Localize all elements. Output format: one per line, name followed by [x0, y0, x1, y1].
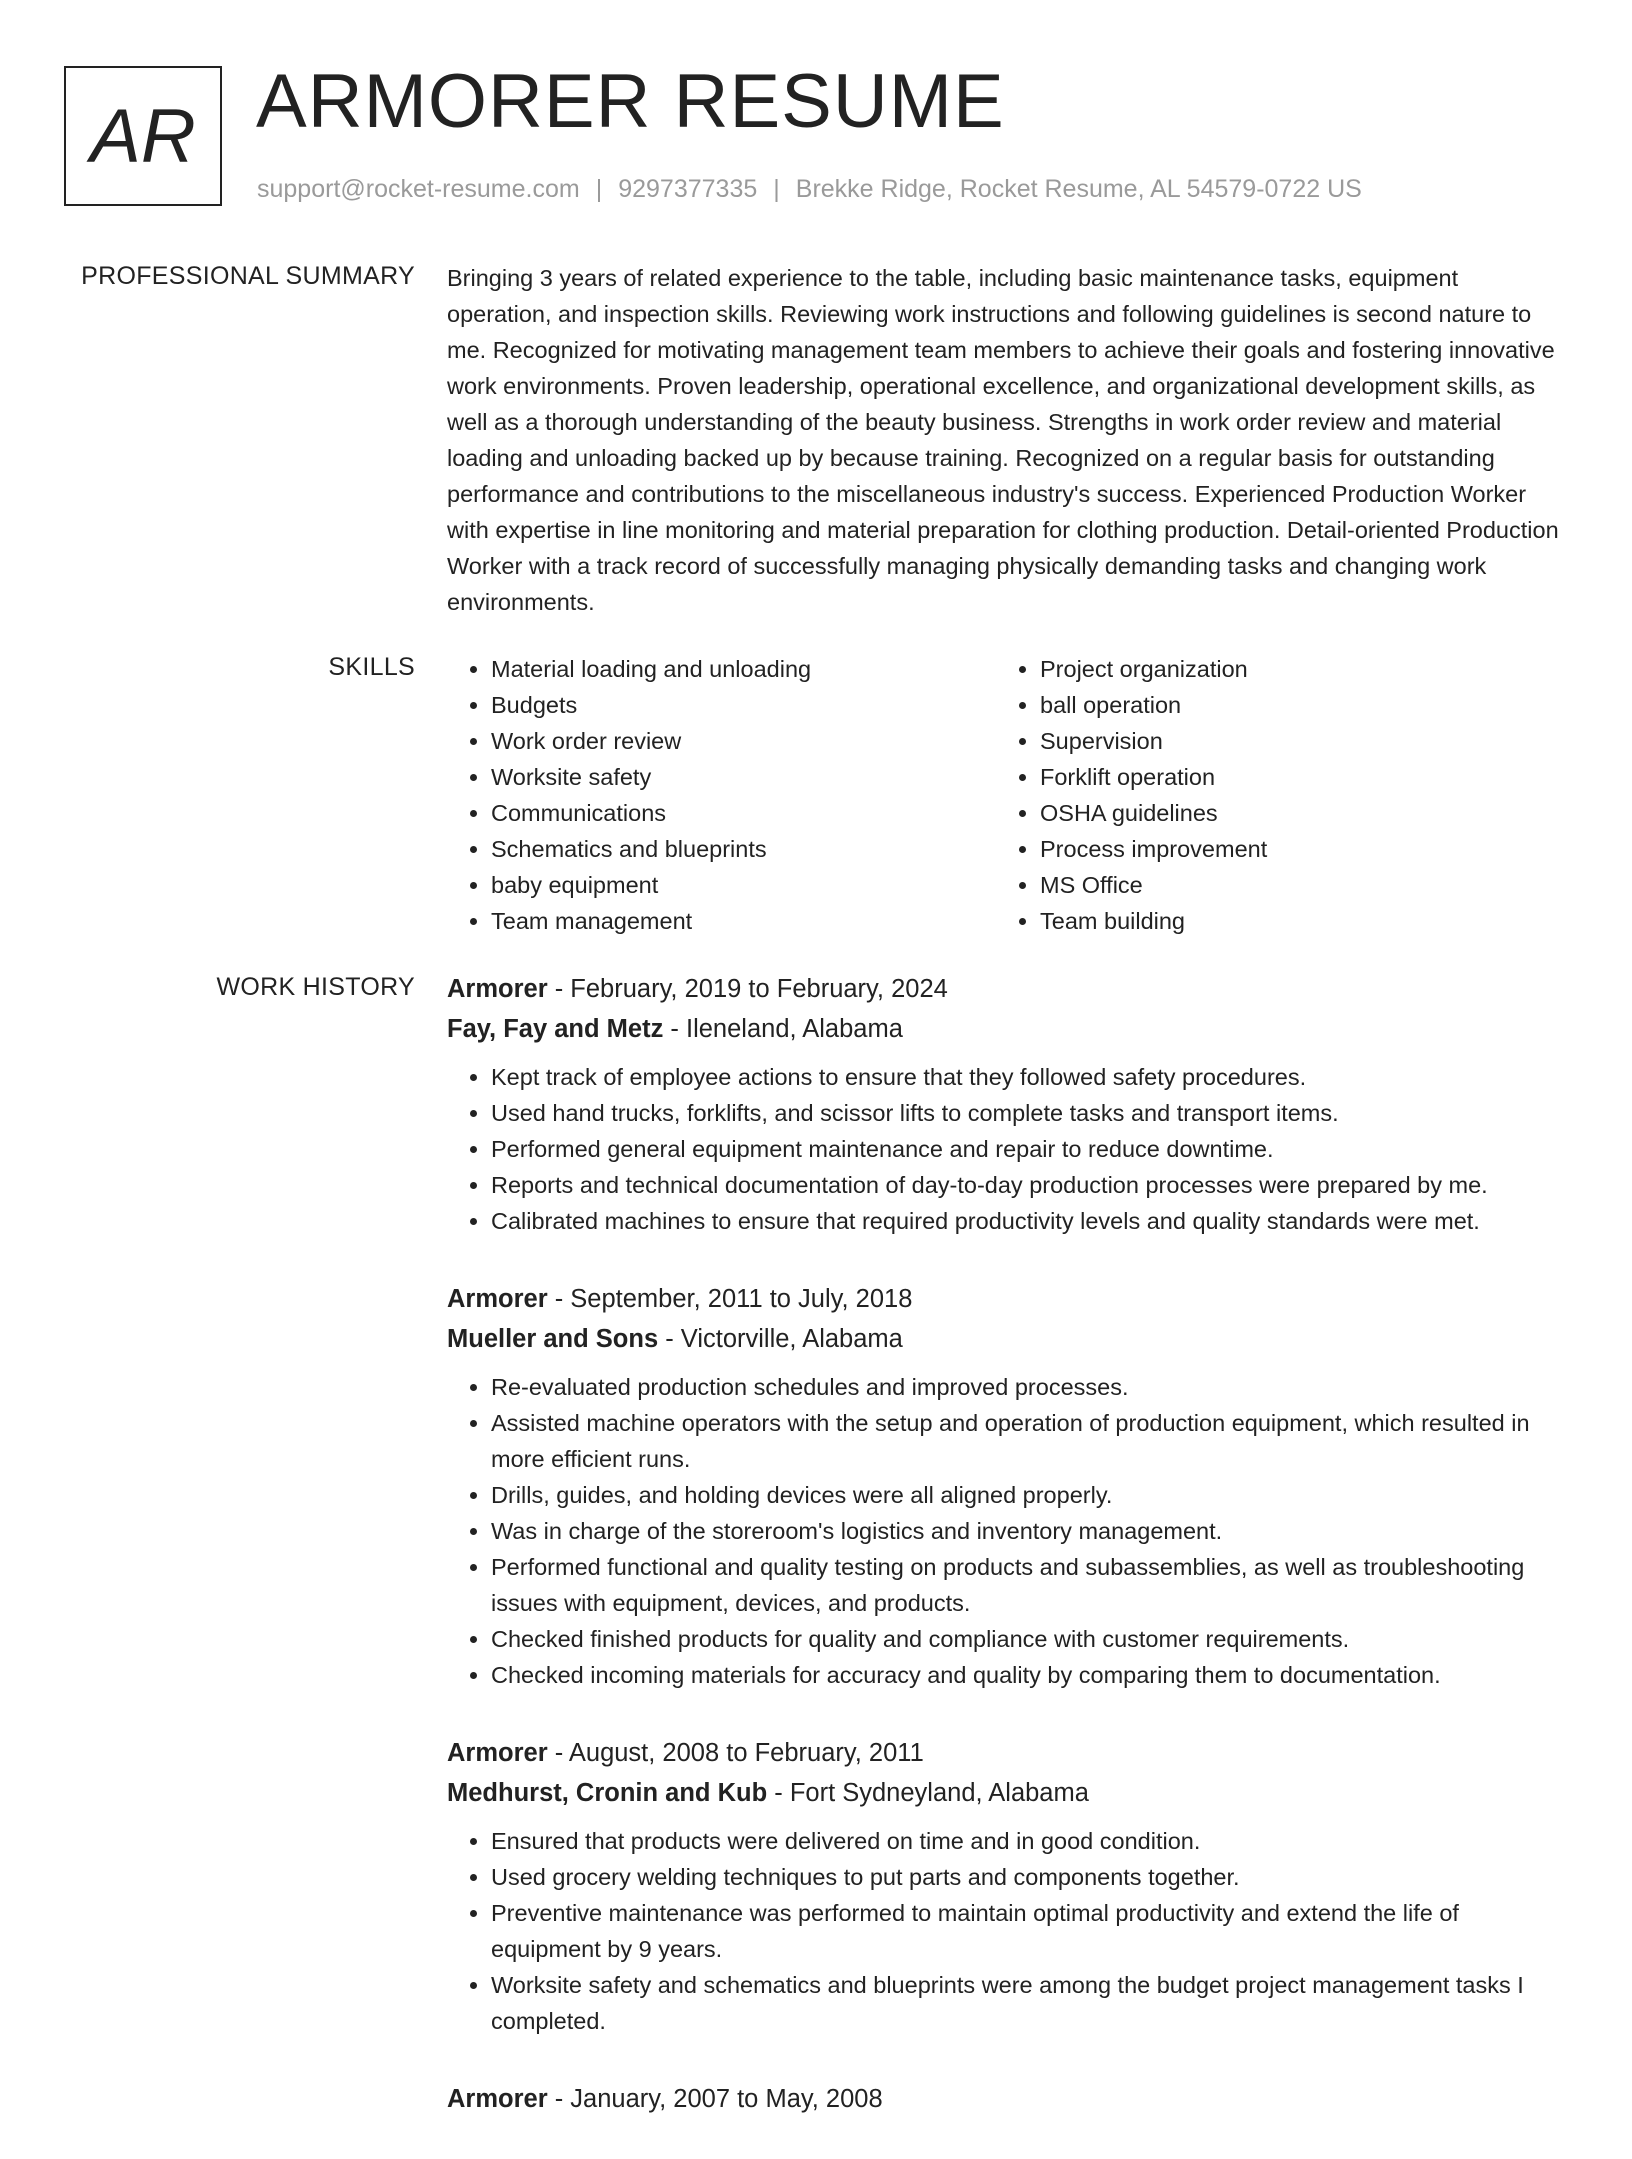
job-company: Mueller and Sons: [447, 1325, 659, 1353]
job-duty-item: • Preventive maintenance was performed to maintain optimal productivity and extend the life of equipment by 9 years.: [491, 1895, 1567, 1967]
skill-item: • ball operation: [1040, 687, 1545, 723]
skill-item: • OSHA guidelines: [1040, 795, 1545, 831]
job-company-line: [447, 1319, 1567, 1359]
job-location: - Victorville, Alabama: [658, 1325, 903, 1353]
skill-item: • Supervision: [1040, 723, 1545, 759]
job-location: - Fort Sydneyland, Alabama: [767, 1779, 1089, 1807]
job-company: Medhurst, Cronin and Kub: [447, 1779, 768, 1807]
skills-grid: [447, 651, 1567, 939]
skill-item: • Schematics and blueprints: [491, 831, 996, 867]
skill-item: • Material loading and unloading: [491, 651, 996, 687]
job-duty-item: • Performed general equipment maintenance and repair to reduce downtime.: [491, 1131, 1567, 1167]
skills-heading: SKILLS: [328, 653, 415, 681]
job-company-line: [447, 1773, 1567, 1813]
skill-item: • MS Office: [1040, 867, 1545, 903]
skill-item: • baby equipment: [491, 867, 996, 903]
skills-column-right: [996, 651, 1545, 939]
contact-separator: |: [595, 175, 603, 203]
skill-item: • Process improvement: [1040, 831, 1545, 867]
resume-title: ARMORER RESUME: [256, 59, 1005, 144]
work-history-body: [447, 969, 1567, 2159]
job-duty-item: • Ensured that products were delivered on time and in good condition.: [491, 1823, 1567, 1859]
skill-item: • Budgets: [491, 687, 996, 723]
summary-text: Bringing 3 years of related experience to the table, including basic maintenance tasks, equipment operation, and inspection skills. Reviewing work instructions and following guidelines is second nature to me. Recognized for motivating management team members to achieve their goals and fostering innovative work environments. Proven leadership, operational excellence, and organizational development skills, as well as a thorough understanding of the beauty business. Strengths in work order review and material loading and unloading backed up by because training. Recognized on a regular basis for outstanding performance and contributions to the miscellaneous industry's success. Experienced Production Worker with expertise in line monitoring and material preparation for clothing production. Detail-oriented Production Worker with a track record of successfully managing physically demanding tasks and changing work environments.: [447, 265, 1559, 615]
job-entry: [447, 1733, 1567, 2039]
job-duties-list: [447, 1369, 1567, 1693]
job-title: Armorer: [447, 975, 548, 1003]
skill-item: • Team management: [491, 903, 996, 939]
job-duty-item: • Calibrated machines to ensure that required productivity levels and quality standards were met.: [491, 1203, 1567, 1239]
job-duties-list: [447, 1059, 1567, 1239]
job-title: Armorer: [447, 1739, 548, 1767]
contact-email: support@rocket-resume.com: [257, 175, 580, 203]
job-duty-item: • Checked incoming materials for accuracy and quality by comparing them to documentation.: [491, 1657, 1567, 1693]
job-duties-list: [447, 1823, 1567, 2039]
contact-phone: 9297377335: [618, 175, 758, 203]
monogram-logo: AR: [64, 66, 222, 206]
skill-item: • Team building: [1040, 903, 1545, 939]
work-history-heading: WORK HISTORY: [216, 973, 415, 1001]
job-dates: - August, 2008 to February, 2011: [547, 1739, 924, 1767]
skill-item: • Communications: [491, 795, 996, 831]
job-entry: [447, 969, 1567, 1239]
job-title-line: [447, 1733, 1567, 1773]
skills-column-left: [447, 651, 996, 939]
job-duty-item: • Performed functional and quality testing on products and subassemblies, as well as troubleshooting issues with equipment, devices, and products.: [491, 1549, 1567, 1621]
job-company-line: [447, 1009, 1567, 1049]
skill-item: • Work order review: [491, 723, 996, 759]
job-dates: - February, 2019 to February, 2024: [547, 975, 948, 1003]
skills-body: [447, 651, 1567, 939]
job-title-line: [447, 969, 1567, 1009]
job-duty-item: • Drills, guides, and holding devices were all aligned properly.: [491, 1477, 1567, 1513]
contact-line: [257, 174, 1362, 204]
job-title-line: [447, 2079, 1567, 2119]
job-title-line: [447, 1279, 1567, 1319]
job-dates: - September, 2011 to July, 2018: [547, 1285, 913, 1313]
skill-item: • Worksite safety: [491, 759, 996, 795]
job-title: Armorer: [447, 2085, 548, 2113]
job-duty-item: • Re-evaluated production schedules and improved processes.: [491, 1369, 1567, 1405]
job-duty-item: • Reports and technical documentation of day-to-day production processes were prepared by me.: [491, 1167, 1567, 1203]
summary-body: [447, 260, 1567, 620]
job-location: - Ileneland, Alabama: [663, 1015, 903, 1043]
contact-separator: |: [773, 175, 780, 203]
job-duty-item: • Checked finished products for quality and compliance with customer requirements.: [491, 1621, 1567, 1657]
job-duty-item: • Used grocery welding techniques to put parts and components together.: [491, 1859, 1567, 1895]
job-entry: [447, 2079, 1567, 2119]
job-duty-item: • Used hand trucks, forklifts, and scissor lifts to complete tasks and transport items.: [491, 1095, 1567, 1131]
job-duty-item: • Was in charge of the storeroom's logistics and inventory management.: [491, 1513, 1567, 1549]
job-title: Armorer: [447, 1285, 548, 1313]
job-entry: [447, 1279, 1567, 1693]
job-duty-item: • Worksite safety and schematics and blueprints were among the budget project management tasks I completed.: [491, 1967, 1567, 2039]
job-dates: - January, 2007 to May, 2008: [547, 2085, 883, 2113]
job-duty-item: • Kept track of employee actions to ensure that they followed safety procedures.: [491, 1059, 1567, 1095]
summary-heading: PROFESSIONAL SUMMARY: [81, 262, 415, 290]
skill-item: • Project organization: [1040, 651, 1545, 687]
skill-item: • Forklift operation: [1040, 759, 1545, 795]
contact-address: Brekke Ridge, Rocket Resume, AL 54579-0722 US: [795, 175, 1362, 203]
job-duty-item: • Assisted machine operators with the setup and operation of production equipment, which resulted in more efficient runs.: [491, 1405, 1567, 1477]
job-company: Fay, Fay and Metz: [447, 1015, 664, 1043]
